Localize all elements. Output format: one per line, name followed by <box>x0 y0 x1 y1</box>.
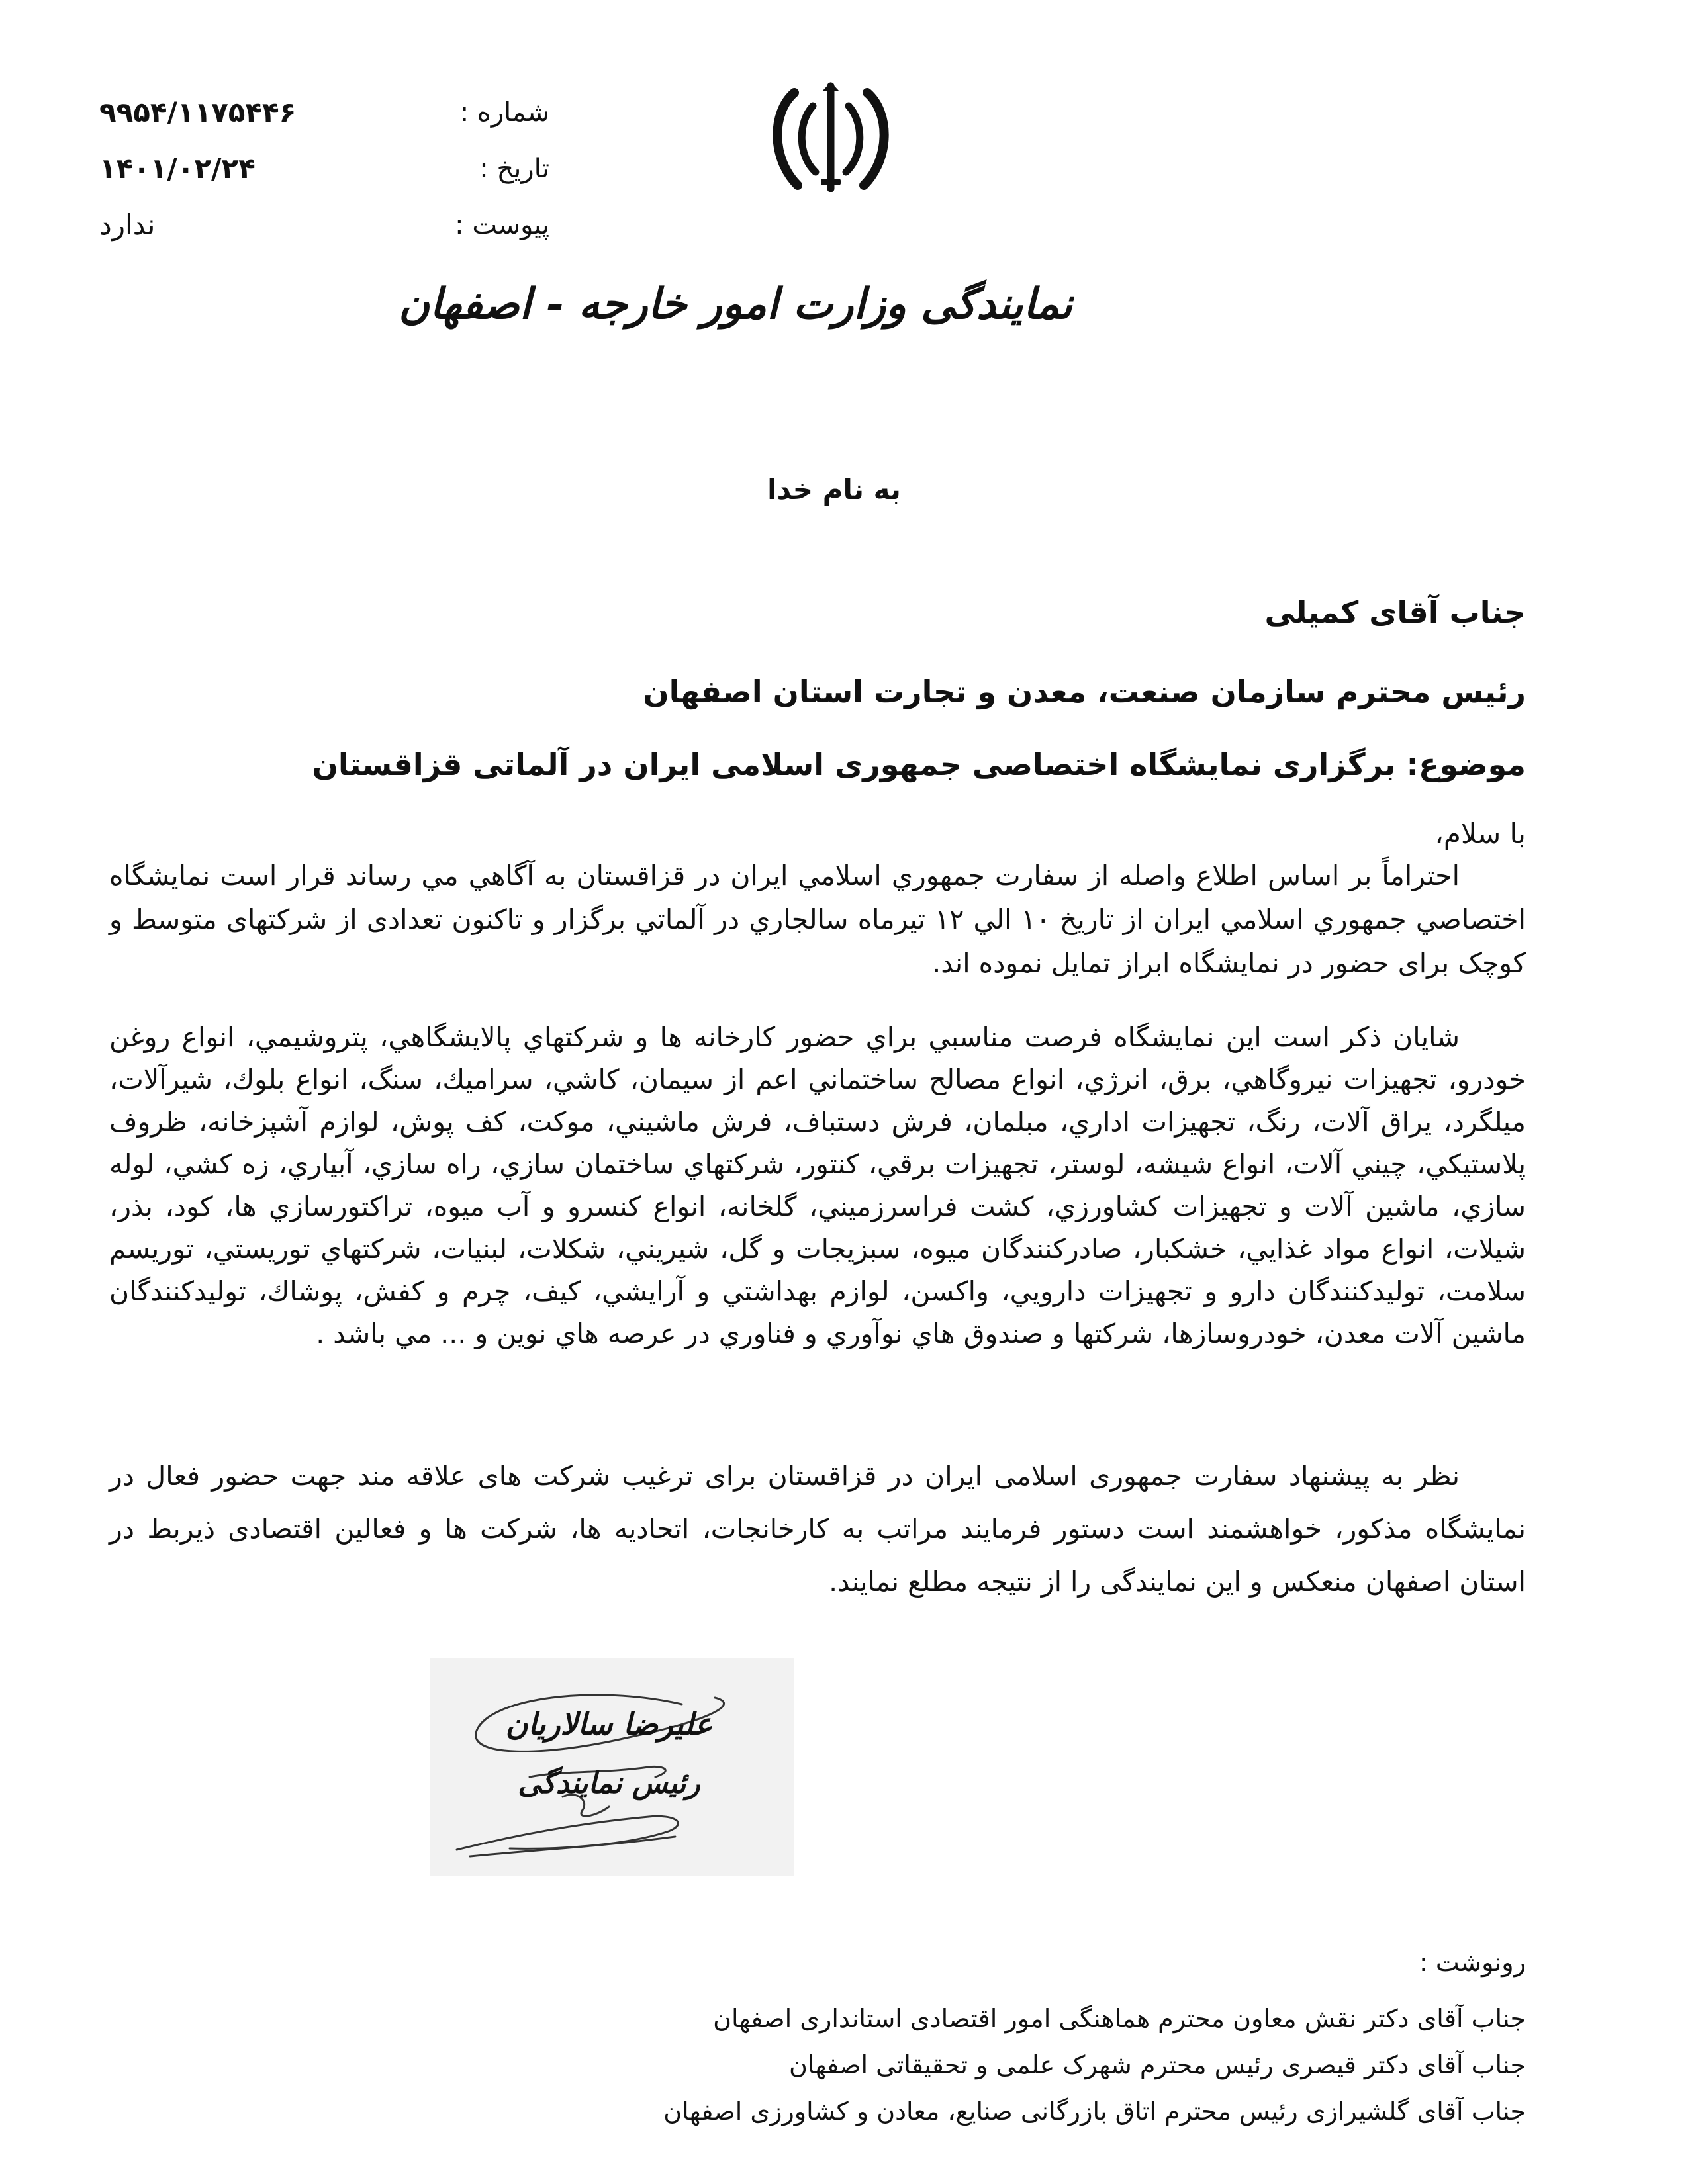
body-paragraph-3 <box>109 1449 1526 1608</box>
greeting: با سلام، <box>1434 817 1526 850</box>
organization-name: نمایندگی وزارت امور خارجه - اصفهان <box>399 279 1072 329</box>
letter-number-row <box>99 89 549 136</box>
signer-name: علیرضا سالاریان <box>505 1706 713 1742</box>
body-paragraph-2 <box>109 1016 1526 1355</box>
letter-date-label: تاریخ : <box>479 154 549 184</box>
basmala: به نام خدا <box>767 473 901 506</box>
letter-number-value: ۹۹۵۴/۱۱۷۵۴۴۶ <box>99 96 297 128</box>
attachment-value: ندارد <box>99 208 156 241</box>
iran-emblem-icon <box>768 79 894 192</box>
letter-subject: موضوع: برگزاری نمایشگاه اختصاصی جمهوری اسلامی ایران در آلماتی قزاقستان <box>312 747 1526 782</box>
letter-date-row <box>99 146 549 192</box>
recipient-name: جناب آقای کمیلی <box>1264 594 1526 630</box>
cc-item-2: جناب آقای دکتر قیصری رئیس محترم شهرک علمی و تحقیقاتی اصفهان <box>788 2050 1526 2079</box>
recipient-title: رئیس محترم سازمان صنعت، معدن و تجارت استان اصفهان <box>643 674 1526 709</box>
signature-block <box>430 1658 794 1876</box>
attachment-label: پیوست : <box>455 210 549 240</box>
body-paragraph-1-text: احتراماً بر اساس اطلاع واصله از سفارت جمهوري اسلامي ايران در قزاقستان به آگاهي مي رساند قرار است نمايشگاه اختصاصي جمهوري اسلامي ايران از تاريخ ۱۰ الي ۱۲ تيرماه سالجاري در آلماتي برگزار و تاكنون تعدادی از شرکتهای متوسط و کوچک برای حضور در نمایشگاه ابراز تمایل نموده اند. <box>109 860 1526 979</box>
attachment-row <box>99 202 549 248</box>
body-paragraph-2-text: شايان ذكر است اين نمايشگاه فرصت مناسبي براي حضور كارخانه ها و شركتهاي پالايشگاهي، پتروشيمي، انواع روغن خودرو، تجهيزات نيروگاهي، برق، انرژي، انواع مصالح ساختماني اعم از سيمان، كاشي، سراميك، سنگ، انواع بلوك، شيرآلات، ميلگرد، يراق آلات، رنگ، تجهيزات اداري، مبلمان، فرش دستباف، فرش ماشيني، موكت، كف پوش، لوازم آشپزخانه، ظروف پلاستيكي، چيني آلات، انواع شيشه، لوستر، تجهيزات برقي، كنتور، شركتهاي ساختمان سازي، راه سازي، آبياري، زه كشي، لوله سازي، ماشين آلات و تجهيزات كشاورزي، كشت فراسرزميني، گلخانه، انواع كنسرو و آب ميوه، تراكتورسازي ها، كود، بذر، شيلات، انواع مواد غذايي، خشكبار، صادركنندگان ميوه، سبزيجات و گل، شيريني، شكلات، لبنيات، شركتهاي توريستي، توريسم سلامت، توليدكنندگان دارو و تجهيزات دارويي، واكسن، لوازم بهداشتي و آرايشي، كيف، چرم و كفش، پوشاك، توليدكنندگان ماشين آلات معدن، خودروسازها، شركتها و صندوق هاي نوآوري و فناوري در عرصه هاي نوين و ... مي باشد . <box>109 1021 1526 1349</box>
signer-title: رئیس نمایندگی <box>518 1766 700 1800</box>
letter-number-label: شماره : <box>459 97 549 128</box>
cc-heading: رونوشت : <box>1419 1948 1526 1977</box>
letter-date-value: ۱۴۰۱/۰۲/۲۴ <box>99 152 256 185</box>
body-paragraph-1 <box>109 854 1526 985</box>
cc-item-1: جناب آقای دکتر نقش معاون محترم هماهنگی امور اقتصادی استانداری اصفهان <box>713 2004 1526 2033</box>
body-paragraph-3-text: نظر به پیشنهاد سفارت جمهوری اسلامی ایران در قزاقستان برای ترغیب شرکت های علاقه مند جهت حضور فعال در نمایشگاه مذکور، خواهشمند است دستور فرمایند مراتب به کارخانجات، اتحادیه ها، شرکت ها و فعالین اقتصادی ذیربط در استان اصفهان منعکس و این نمایندگی را از نتیجه مطلع نمایند. <box>109 1460 1526 1598</box>
cc-item-3: جناب آقای گلشیرازی رئیس محترم اتاق بازرگانی صنایع، معادن و کشاورزی اصفهان <box>663 2097 1526 2126</box>
